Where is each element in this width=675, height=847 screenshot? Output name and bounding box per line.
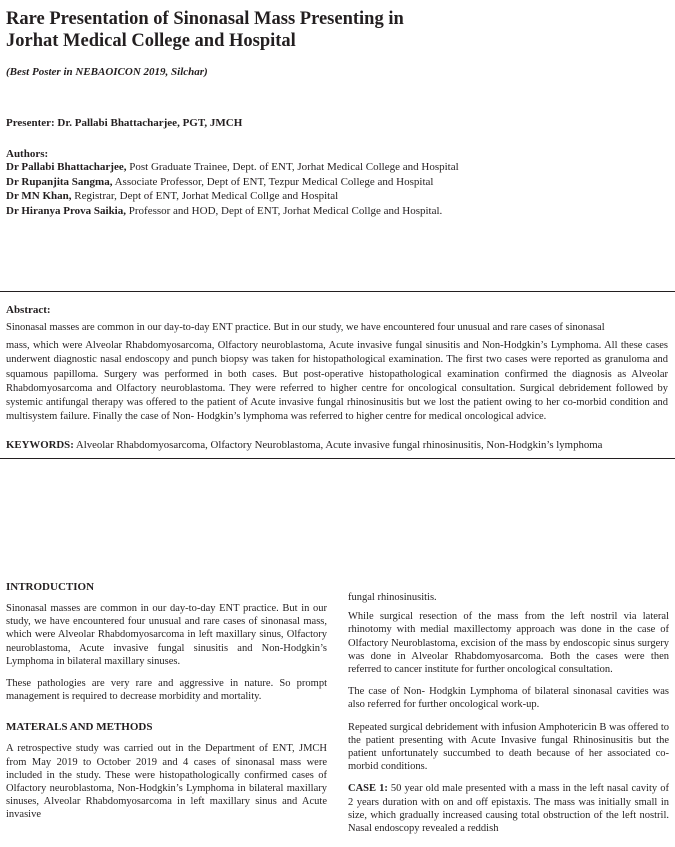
case-1-text: 50 year old male presented with a mass in the left nasal cavity of 2 years duration with on and off epistaxis. The mass was initially small in size, which gradually increased causing total obstruction of the left nostril. Nasal endoscopy revealed a reddish xyxy=(348,783,669,835)
keywords-text: Alveolar Rhabdomyosarcoma, Olfactory Neuroblastoma, Acute invasive fungal rhinosinusitis, Non-Hodgkin’s lymphoma xyxy=(73,439,603,451)
methods-paragraph-2: While surgical resection of the mass from the left nostril via lateral rhinotomy with medial maxillectomy approach was done in the case of Olfactory Neuroblastoma, excision of the mass by endoscopic sinus surgery was done in Alveolar Rhabdomyosarcoma. Both the cases were then referred to cancer institute for further oncological consultation. xyxy=(348,611,669,676)
author-affiliation: Professor and HOD, Dept of ENT, Jorhat Medical Collge and Hospital. xyxy=(126,204,443,217)
keywords-label: KEYWORDS: xyxy=(6,439,74,451)
presenter-line: Presenter: Dr. Pallabi Bhattacharjee, PGT, JMCH xyxy=(6,117,243,129)
author-affiliation: Associate Professor, Dept of ENT, Tezpur Medical College and Hospital xyxy=(112,175,434,188)
abstract-heading: Abstract: xyxy=(6,304,51,316)
intro-paragraph-2: These pathologies are very rare and aggressive in nature. So prompt management is required to decrease morbidity and mortality. xyxy=(6,678,327,703)
poster-award-note: (Best Poster in NEBAOICON 2019, Silchar) xyxy=(6,66,208,78)
author-item xyxy=(6,189,666,204)
paper-title xyxy=(6,8,606,52)
methods-paragraph-3: The case of Non- Hodgkin Lymphoma of bilateral sinonasal cavities was also referred for further oncological work-up. xyxy=(348,686,669,711)
abstract-paragraph-1: Sinonasal masses are common in our day-to-day ENT practice. But in our study, we have encountered four unusual and rare cases of sinonasal xyxy=(6,322,605,333)
author-item xyxy=(6,204,666,219)
methods-paragraph-4: Repeated surgical debridement with infusion Amphotericin B was offered to the patient presenting with Acute Invasive fungal Rhinosinusitis but the patient unfortunately succumbed to death because of her associated co- morbid conditions. xyxy=(348,721,669,773)
left-column xyxy=(6,580,327,822)
right-column xyxy=(348,580,669,835)
intro-paragraph-1: Sinonasal masses are common in our day-to-day ENT practice. But in our study, we have encountered four unusual and rare cases of sinonasal mass, which were Alveolar Rhabdomyosarcoma in left maxillary sinus, Olfactory neuroblastoma, Acute invasive fungal sinusitis and Non-Hodgkin’s Lymphoma in bilateral maxillary sinuses. xyxy=(6,603,327,667)
divider-top xyxy=(0,291,675,292)
author-item xyxy=(6,175,666,190)
author-affiliation: Post Graduate Trainee, Dept. of ENT, Jorhat Medical College and Hospital xyxy=(126,161,459,173)
divider-bottom xyxy=(0,458,675,459)
case-1-paragraph xyxy=(348,782,669,835)
title-line-2: Jorhat Medical College and Hospital xyxy=(6,31,296,51)
methods-continuation: fungal rhinosinusitis. xyxy=(348,592,437,603)
author-name: Dr Hiranya Prova Saikia, xyxy=(6,204,126,217)
authors-list xyxy=(6,160,666,218)
keywords-line xyxy=(6,439,670,451)
title-line-1: Rare Presentation of Sinonasal Mass Presenting in xyxy=(6,9,404,29)
introduction-heading: INTRODUCTION xyxy=(6,581,95,593)
case-1-label: CASE 1: xyxy=(348,783,388,795)
author-name: Dr Pallabi Bhattacharjee, xyxy=(6,161,127,173)
authors-heading: Authors: xyxy=(6,148,49,160)
author-affiliation: Registrar, Dept of ENT, Jorhat Medical Collge and Hospital xyxy=(71,190,339,202)
author-item xyxy=(6,160,666,175)
author-name: Dr Rupanjita Sangma, xyxy=(6,175,113,188)
author-name: Dr MN Khan, xyxy=(6,190,72,202)
abstract-paragraph-2: mass, which were Alveolar Rhabdomyosarcoma, Olfactory neuroblastoma, Acute invasive fungal sinusitis and Non-Hodgkin’s Lymphoma. All these cases underwent diagnostic nasal endoscopy and punch biopsy was taken for histopathological examination. The first two cases were reported as granuloma and squamous papilloma. Surgery was performed in both cases. But post-operative histopathological examination confirmed the diagnosis as Alveolar Rhabdomyosarcoma and Olfactory neuroblastoma. They were referred to higher centre for oncological consultation. Surgical debridement followed by systemic antifungal therapy was offered to the patient of Acute invasive fungal rhinosinusitis but we lost the patient owing to her co-morbid condition and multisystem failure. Finally the case of Non- Hodgkin’s lymphoma was referred to higher centre for medical oncological advice. xyxy=(6,340,668,423)
methods-heading: MATERALS AND METHODS xyxy=(6,721,153,734)
methods-paragraph-1: A retrospective study was carried out in the Department of ENT, JMCH from May 2019 to October 2019 and 4 cases of sinonasal mass were included in the study. These were histopathologically confirmed cases of Olfactory neuroblastoma, Non-Hodgkin’s Lymphoma in bilateral maxillary sinuses, Alveolar Rhabdomyosarcoma in left maxillary sinus and Acute invasive xyxy=(6,743,327,821)
